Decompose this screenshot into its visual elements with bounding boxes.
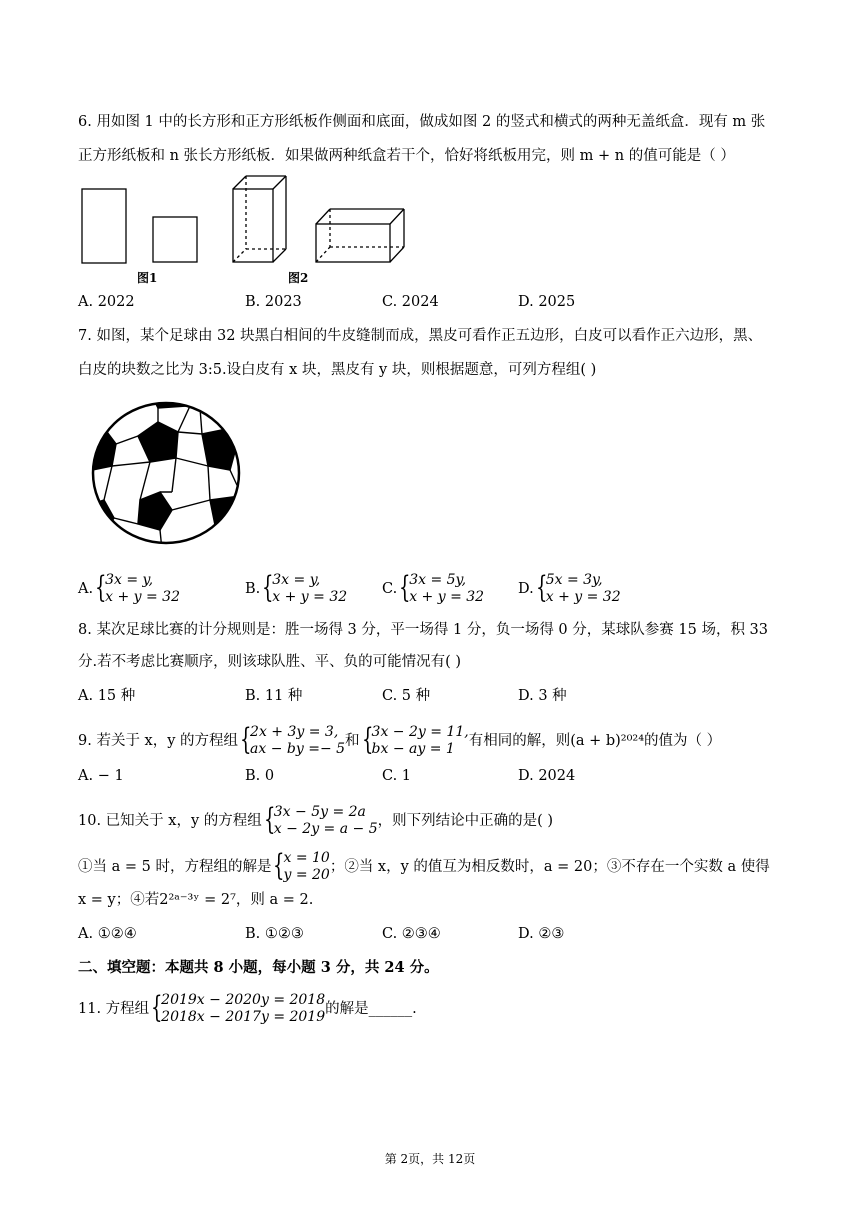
q10-option-a[interactable]: A. ①②④ (78, 926, 137, 942)
q10-s1-eq2: y = 20 (283, 867, 330, 883)
q10-option-d[interactable]: D. ②③ (518, 926, 565, 942)
q7-option-a-label: A. (78, 581, 94, 597)
q8-option-a[interactable]: A. 15 种 (78, 688, 136, 704)
q8-option-c[interactable]: C. 5 种 (382, 688, 431, 704)
q7-a-eq1: 3x = y, (105, 572, 154, 588)
q7-a-eq2: x + y = 32 (105, 589, 180, 605)
q10-option-c[interactable]: C. ②③④ (382, 926, 441, 942)
q9-option-b[interactable]: B. 0 (245, 768, 275, 784)
q8-line2: 分.若不考虑比赛顺序，则该球队胜、平、负的可能情况有( ) (78, 654, 462, 670)
q10-line2 (78, 850, 770, 884)
q9-line (78, 724, 721, 758)
q10-system: { 3x − 5y = 2a x − 2y = a − 5 (263, 802, 378, 837)
q11-prefix: 11. 方程组 (78, 1001, 150, 1017)
q9-sys2-eq2: bx − ay = 1 (371, 741, 455, 757)
q7-option-b[interactable] (245, 572, 347, 606)
q7-option-c-label: C. (382, 581, 398, 597)
q11-eq1: 2019x − 2020y = 2018 (161, 992, 326, 1008)
q9-sys1-eq2: ax − by =− 5 (250, 741, 346, 757)
q10-s1-eq1: x = 10 (283, 850, 330, 866)
q10-s1-prefix: ①当 a = 5 时，方程组的解是 (78, 859, 272, 875)
q7-option-b-label: B. (245, 581, 261, 597)
q11-system: { 2019x − 2020y = 2018 2018x − 2017y = 2019 (151, 990, 326, 1025)
q11-line (78, 992, 417, 1026)
q10-line1 (78, 804, 553, 838)
q9-option-d[interactable]: D. 2024 (518, 768, 576, 784)
section2-title: 二、填空题：本题共 8 小题，每小题 3 分，共 24 分。 (78, 959, 439, 976)
q7-option-b-system: { 3x = y, x + y = 32 (262, 570, 348, 605)
q7-c-eq1: 3x = 5y, (409, 572, 467, 588)
q7-b-eq2: x + y = 32 (272, 589, 348, 605)
q9-sys1-eq1: 2x + 3y = 3, (250, 724, 339, 740)
q6-option-a[interactable]: A. 2022 (78, 294, 135, 310)
q10-sys-eq2: x − 2y = a − 5 (273, 821, 378, 837)
q9-mid: 和 (345, 733, 360, 749)
q6-line1: 6. 用如图 1 中的长方形和正方形纸板作侧面和底面，做成如图 2 的竖式和横式的两种无盖纸盒．现有 m 张 (78, 114, 766, 130)
q8-option-d[interactable]: D. 3 种 (518, 688, 567, 704)
q9-system-1: { 2x + 3y = 3, ax − by =− 5 (240, 722, 346, 757)
q10-s1-suffix: ；②当 x，y 的值互为相反数时，a = 20；③不存在一个实数 a 使得 (329, 859, 770, 875)
q6-option-c[interactable]: C. 2024 (382, 294, 439, 310)
q10-prefix: 10. 已知关于 x，y 的方程组 (78, 813, 262, 829)
q9-system-2: { 3x − 2y = 11, bx − ay = 1 (361, 722, 469, 757)
q7-option-d-label: D. (518, 581, 534, 597)
square-board (153, 217, 197, 262)
soccer-ball-image (90, 400, 242, 546)
q7-c-eq2: x + y = 32 (409, 589, 485, 605)
q7-b-eq1: 3x = y, (272, 572, 321, 588)
q8-line1: 8. 某次足球比赛的计分规则是：胜一场得 3 分，平一场得 1 分，负一场得 0 分，某球队参赛 15 场，积 33 (78, 622, 768, 638)
q9-option-c[interactable]: C. 1 (382, 768, 412, 784)
q7-d-eq2: x + y = 32 (545, 589, 621, 605)
q6-line2: 正方形纸板和 n 张长方形纸板．如果做两种纸盒若干个，恰好将纸板用完，则 m + n 的值可能是（ ） (78, 148, 735, 164)
q7-line1: 7. 如图，某个足球由 32 块黑白相间的牛皮缝制而成，黑皮可看作正五边形，白皮可以看作正六边形，黑、 (78, 328, 763, 344)
q10-suffix: ，则下列结论中正确的是( ) (377, 813, 554, 829)
rectangle-board (82, 189, 126, 263)
q8-option-b[interactable]: B. 11 种 (245, 688, 303, 704)
q7-option-a-system: { 3x = y, x + y = 32 (95, 570, 180, 605)
q11-suffix: 的解是______. (325, 1001, 417, 1017)
q7-option-d[interactable] (518, 572, 621, 606)
q7-line2: 白皮的块数之比为 3:5.设白皮有 x 块，黑皮有 y 块，则根据题意，可列方程组( ) (78, 362, 597, 378)
q7-option-d-system: { 5x = 3y, x + y = 32 (535, 570, 621, 605)
page-footer: 第 2页，共 12页 (384, 1152, 476, 1166)
q7-d-eq1: 5x = 3y, (545, 572, 603, 588)
q6-figure (78, 172, 418, 287)
q9-option-a[interactable]: A. − 1 (78, 768, 124, 784)
q7-option-c[interactable] (382, 572, 484, 606)
q6-option-d[interactable]: D. 2025 (518, 294, 576, 310)
q10-s1-system: { x = 10 y = 20 (273, 848, 330, 883)
q6-option-b[interactable]: B. 2023 (245, 294, 302, 310)
fig2-label: 图2 (288, 271, 309, 285)
q9-suffix: 有相同的解，则(a + b)²⁰²⁴的值为（ ） (468, 733, 722, 749)
q7-option-a[interactable] (78, 572, 180, 606)
q9-sys2-eq1: 3x − 2y = 11, (371, 724, 469, 740)
q11-eq2: 2018x − 2017y = 2019 (161, 1009, 326, 1025)
q10-sys-eq1: 3x − 5y = 2a (273, 804, 366, 820)
horizontal-box (316, 209, 404, 262)
q9-prefix: 9. 若关于 x，y 的方程组 (78, 733, 239, 749)
vertical-box (233, 176, 286, 262)
q10-line3: x = y；④若2²ᵃ⁻³ʸ = 2⁷，则 a = 2. (78, 892, 314, 908)
q7-option-c-system: { 3x = 5y, x + y = 32 (399, 570, 485, 605)
fig1-label: 图1 (137, 271, 158, 285)
q10-option-b[interactable]: B. ①②③ (245, 926, 304, 942)
